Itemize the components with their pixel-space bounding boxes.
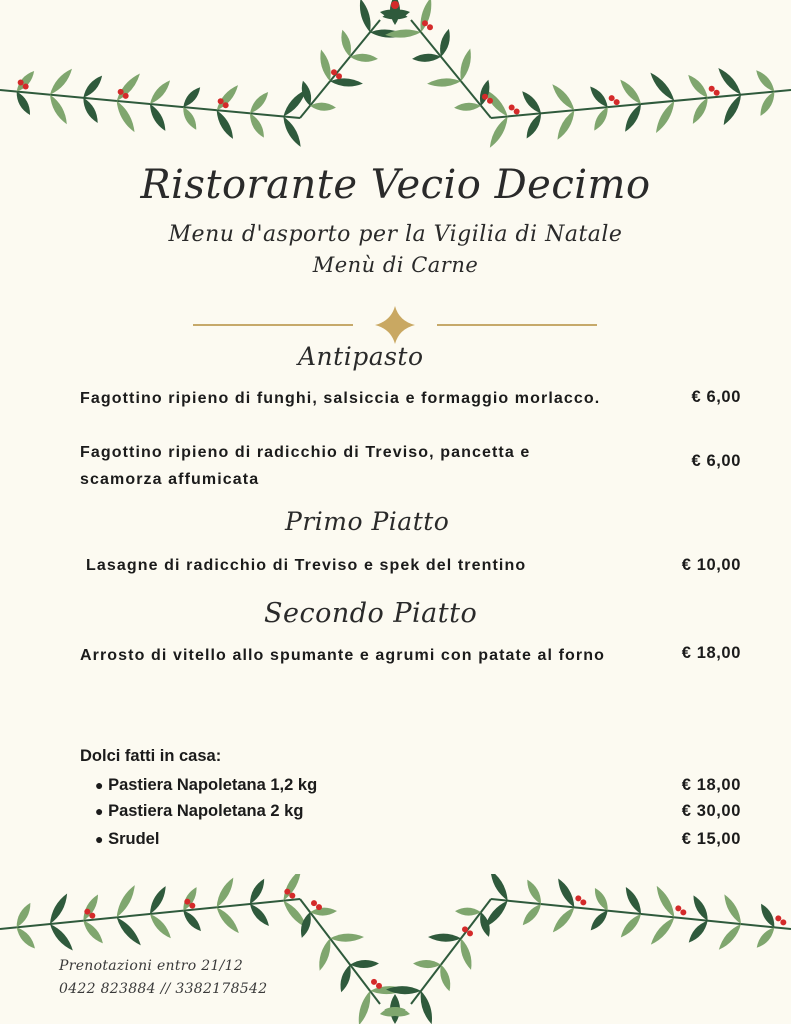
dolci-item-price: € 18,00: [681, 776, 741, 794]
dish-price: € 18,00: [681, 644, 741, 662]
dolci-item-price: € 15,00: [681, 830, 741, 848]
dish-price: € 10,00: [681, 556, 741, 574]
dish-name-line2: scamorza affumicata: [80, 471, 260, 488]
section-title-antipasto: Antipasto: [298, 342, 424, 371]
dolci-item-name: Pastiera Napoletana 1,2 kg: [108, 776, 318, 794]
dolci-item-name: Pastiera Napoletana 2 kg: [108, 802, 304, 820]
list-item: [95, 776, 317, 795]
dish-price: € 6,00: [691, 388, 741, 406]
menu-subtitle: Menu d'asporto per la Vigilia di Natale: [168, 222, 623, 247]
dolci-item-price: € 30,00: [681, 802, 741, 820]
dish-name-line1: Fagottino ripieno di radicchio di Treviso, pancetta e: [80, 444, 531, 461]
bullet-icon: ●: [95, 777, 104, 793]
dolci-heading: Dolci fatti in casa:: [80, 747, 222, 765]
restaurant-title: Ristorante Vecio Decimo: [140, 162, 651, 208]
top-holly-garland-icon: [0, 0, 791, 160]
dish-price: € 6,00: [691, 452, 741, 470]
dish-name: Fagottino ripieno di funghi, salsiccia e formaggio morlacco.: [80, 390, 601, 407]
list-item: [95, 830, 159, 849]
dish-name: Arrosto di vitello allo spumante e agrumi con patate al forno: [80, 647, 605, 664]
dolci-item-name: Srudel: [108, 830, 160, 848]
booking-deadline: Prenotazioni entro 21/12: [59, 958, 244, 974]
list-item: [95, 802, 303, 821]
phone-numbers: 0422 823884 // 3382178542: [59, 981, 268, 997]
section-title-secondo: Secondo Piatto: [264, 598, 478, 629]
gold-star-divider-icon: [185, 305, 605, 345]
bullet-icon: ●: [95, 831, 104, 847]
bullet-icon: ●: [95, 803, 104, 819]
menu-type: Menù di Carne: [312, 253, 479, 277]
dish-name: Lasagne di radicchio di Treviso e spek del trentino: [86, 557, 527, 574]
section-title-primo: Primo Piatto: [285, 507, 450, 536]
bottom-holly-garland-icon: [0, 874, 791, 1024]
